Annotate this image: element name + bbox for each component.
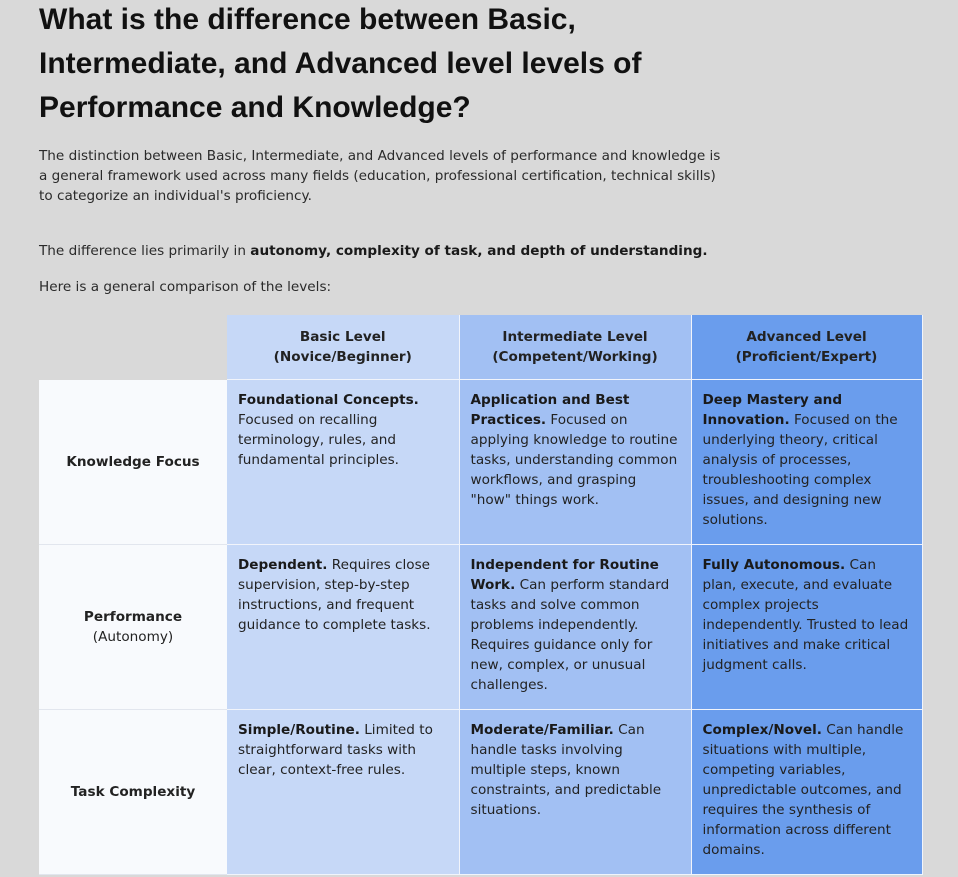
cell-text: Limited to straightforward tasks with clear, context-free rules. [238, 722, 433, 778]
cell-advanced-knowledge [691, 380, 922, 545]
header-basic-title: Basic Level [299, 329, 386, 345]
header-intermediate-title: Intermediate Level [502, 329, 648, 345]
cell-bold: Independent for Routine Work. [470, 557, 659, 593]
cell-text: Requires close supervision, step-by-step instructions, and frequent guidance to complete tasks. [238, 557, 431, 633]
comparison-intro: Here is a general comparison of the levels: [39, 279, 332, 295]
cell-bold: Moderate/Familiar. [470, 722, 614, 738]
cell-text: Can plan, execute, and evaluate complex projects independently. Trusted to lead initiatives and make critical judgment calls. [702, 557, 909, 673]
row-label-performance [39, 545, 227, 710]
header-advanced-title: Advanced Level [746, 329, 867, 345]
row-label-task-complexity [39, 710, 227, 875]
cell-advanced-complexity [691, 710, 922, 875]
row-label-line: Task Complexity [70, 784, 196, 800]
header-basic-subtitle: (Novice/Beginner) [273, 349, 412, 365]
row-label-knowledge-focus [39, 380, 227, 545]
cell-bold: Complex/Novel. [702, 722, 822, 738]
cell-bold: Dependent. [238, 557, 328, 573]
table-row [39, 545, 922, 710]
page-content [39, 0, 939, 858]
cell-basic-complexity [227, 710, 459, 875]
row-label-line: Performance [83, 609, 183, 625]
header-advanced-level [691, 315, 922, 380]
cell-text: Can handle situations with multiple, competing variables, unpredictable outcomes, and requires the synthesis of information across different domains. [702, 722, 904, 858]
page-title: What is the difference between Basic, Intermediate, and Advanced level levels of Performance and Knowledge? [39, 3, 642, 124]
cell-bold: Fully Autonomous. [702, 557, 846, 573]
cell-text: Focused on recalling terminology, rules, and fundamental principles. [238, 412, 399, 468]
cell-text: Can perform standard tasks and solve common problems independently. Requires guidance only for new, complex, or unusual challenges. [470, 577, 670, 693]
cell-intermediate-complexity [459, 710, 691, 875]
difference-paragraph [39, 241, 899, 261]
row-label-line: Knowledge Focus [66, 453, 200, 470]
header-advanced-subtitle: (Proficient/Expert) [735, 349, 878, 365]
cell-basic-knowledge [227, 380, 459, 545]
table-row [39, 710, 922, 875]
cell-text: Focused on applying knowledge to routine tasks, understanding common workflows, and grasping "how" things work. [470, 412, 678, 508]
cell-bold: Deep Mastery and Innovation. [702, 392, 843, 428]
cell-text: Focused on the underlying theory, critical analysis of processes, troubleshooting complex issues, and designing new solutions. [702, 412, 898, 528]
comparison-table [39, 315, 923, 875]
intro-paragraph: The distinction between Basic, Intermediate, and Advanced levels of performance and knowledge is a general framework used across many fields (education, professional certification, technical skills) to categorize an individual's proficiency. [39, 148, 721, 204]
difference-bold: autonomy, complexity of task, and depth of understanding. [250, 243, 708, 259]
difference-lead: The difference lies primarily in [39, 243, 251, 259]
cell-intermediate-performance [459, 545, 691, 710]
header-intermediate-subtitle: (Competent/Working) [492, 349, 658, 365]
header-basic-level [227, 315, 459, 380]
table-header-row [39, 315, 922, 380]
cell-bold: Application and Best Practices. [470, 392, 630, 428]
table-row [39, 380, 922, 545]
table-corner-cell [39, 315, 227, 380]
cell-bold: Foundational Concepts. [238, 392, 419, 408]
header-intermediate-level [459, 315, 691, 380]
cell-basic-performance [227, 545, 459, 710]
row-label-subline: (Autonomy) [92, 629, 174, 645]
cell-text: Can handle tasks involving multiple steps, known constraints, and predictable situations. [470, 722, 662, 818]
cell-intermediate-knowledge [459, 380, 691, 545]
cell-advanced-performance [691, 545, 922, 710]
cell-bold: Simple/Routine. [238, 722, 360, 738]
